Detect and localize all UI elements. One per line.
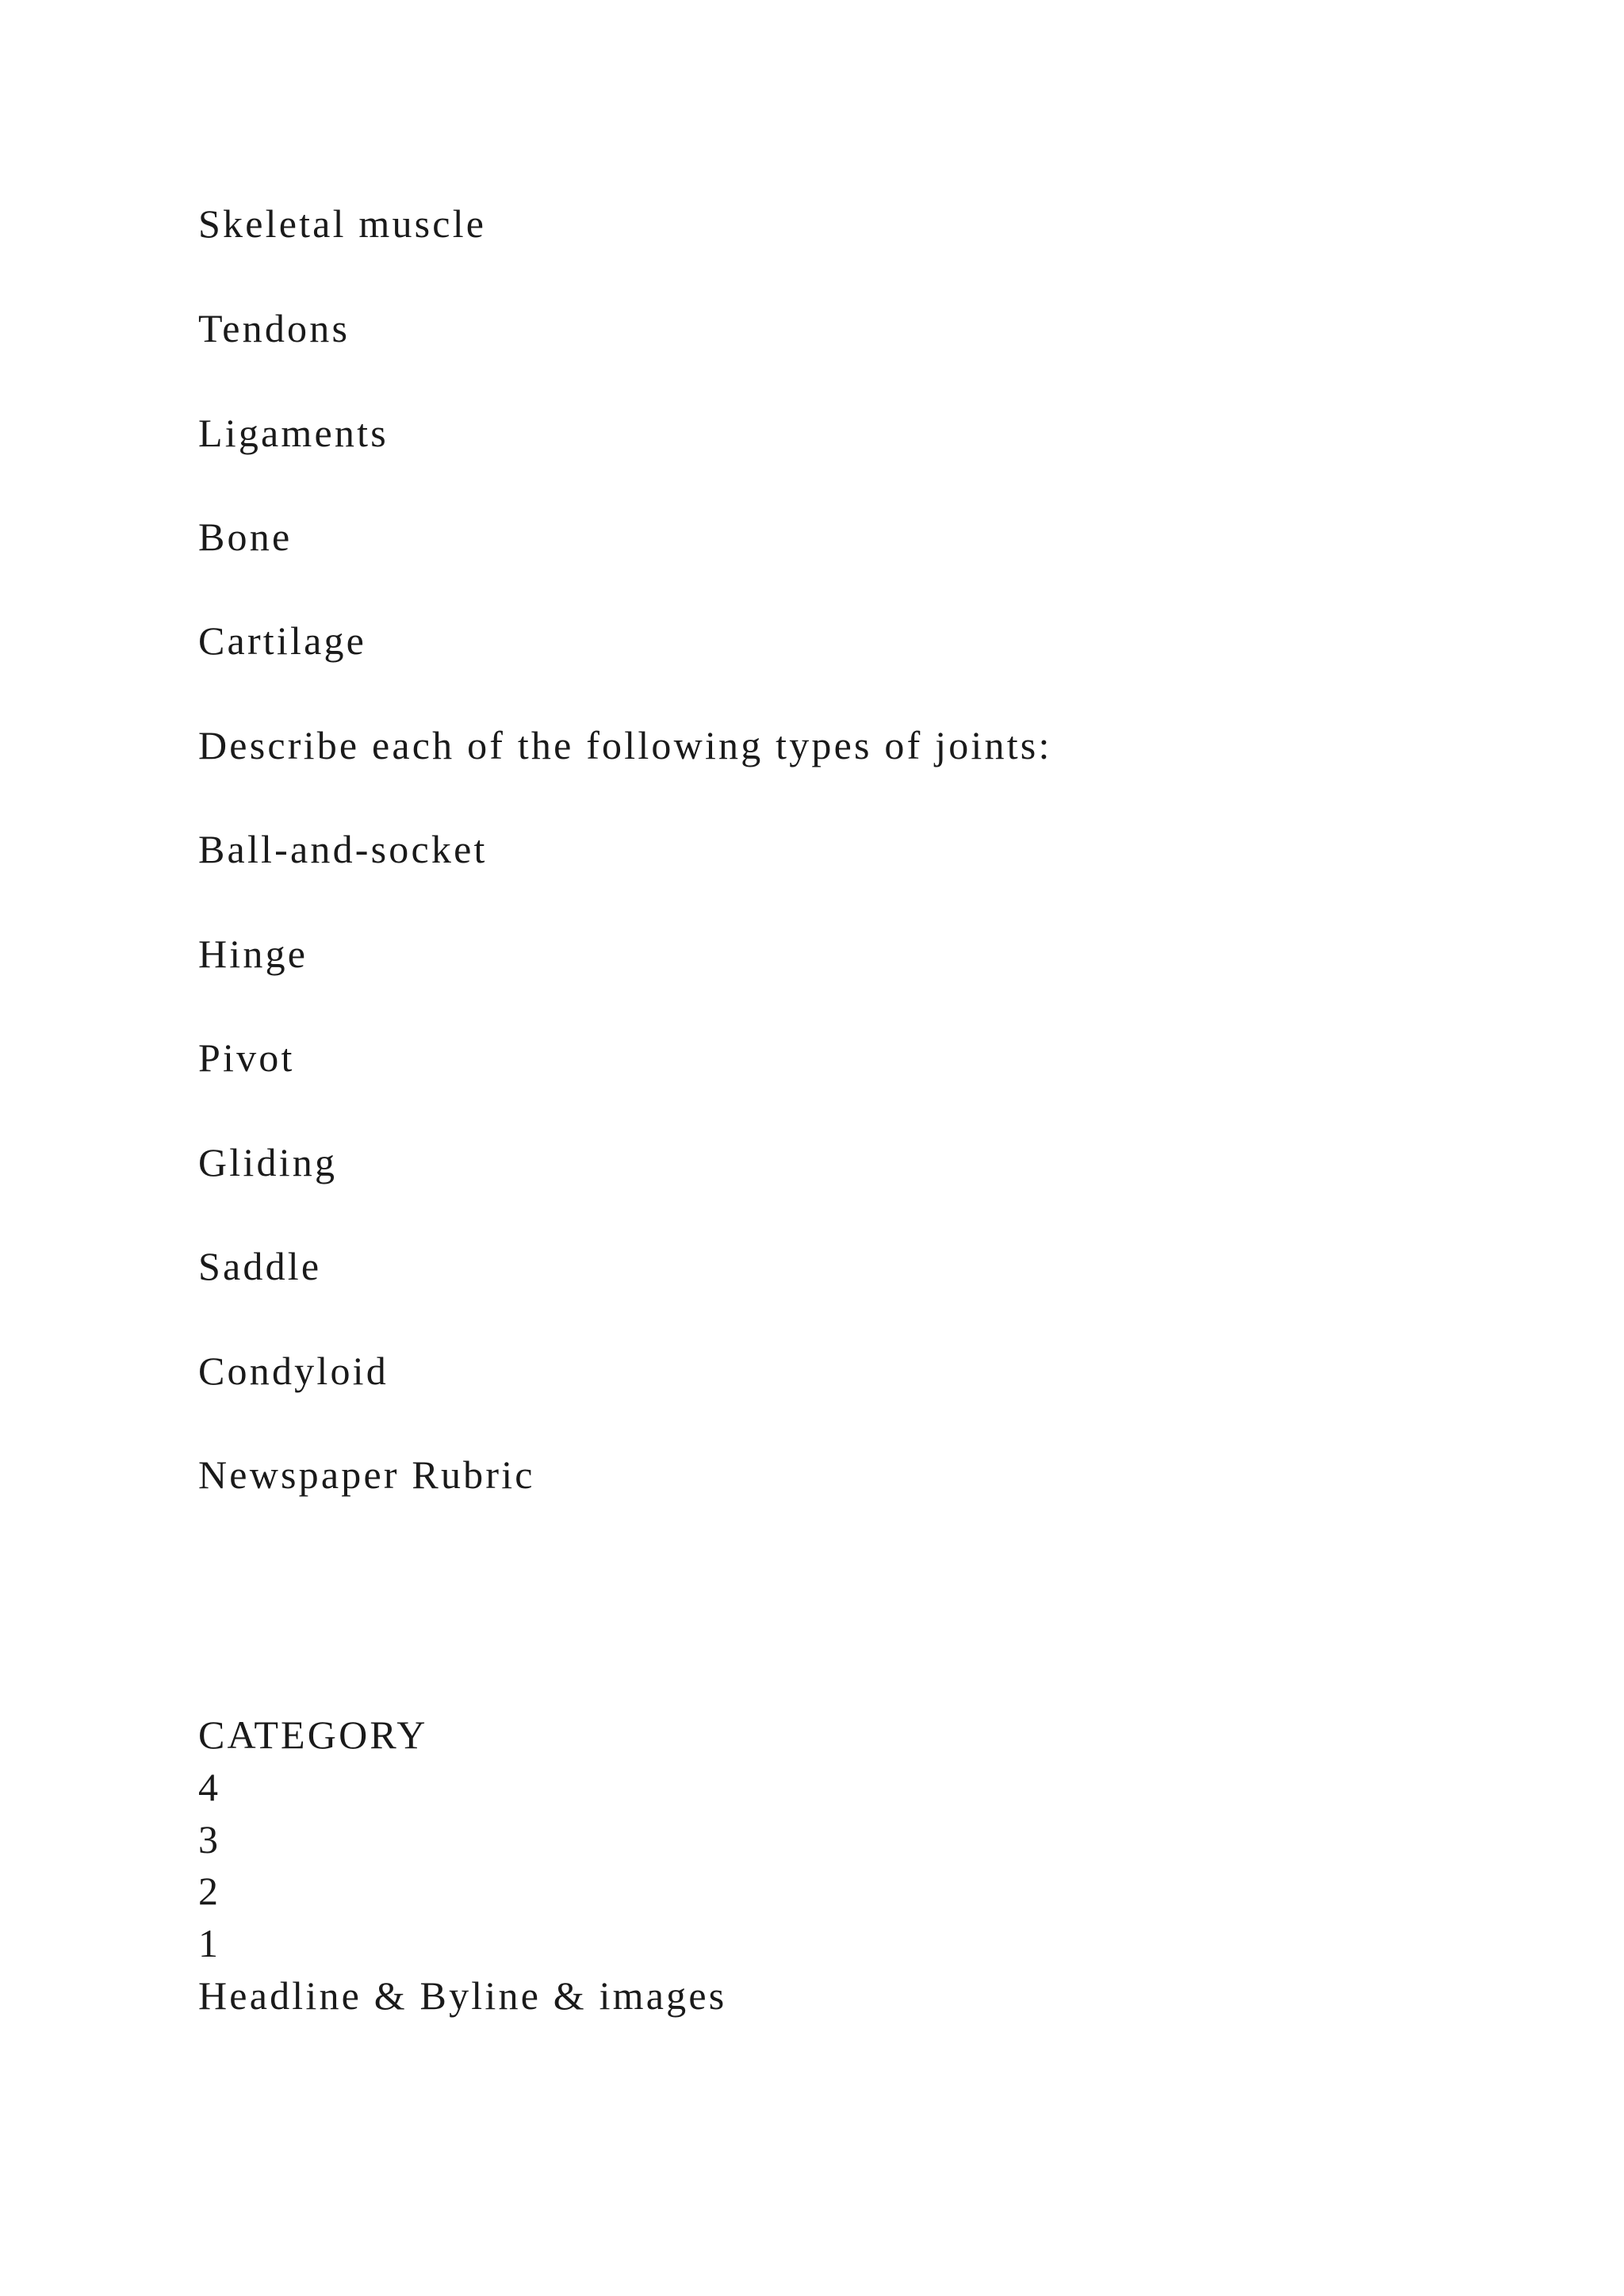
list-item-cartilage: Cartilage <box>198 618 367 663</box>
list-item-skeletal-muscle: Skeletal muscle <box>198 201 487 246</box>
rubric-score-2: 2 <box>198 1869 220 1913</box>
list-item-hinge: Hinge <box>198 932 308 976</box>
section-heading-newspaper-rubric: Newspaper Rubric <box>198 1452 535 1497</box>
list-item-tendons: Tendons <box>198 306 350 350</box>
list-item-ligaments: Ligaments <box>198 411 389 455</box>
rubric-score-4: 4 <box>198 1765 220 1809</box>
joints-prompt: Describe each of the following types of joints: <box>198 723 1052 767</box>
list-item-gliding: Gliding <box>198 1140 338 1184</box>
list-item-bone: Bone <box>198 515 293 559</box>
rubric-score-3: 3 <box>198 1817 220 1862</box>
rubric-row-label-headline: Headline & Byline & images <box>198 1973 727 2018</box>
list-item-saddle: Saddle <box>198 1244 322 1288</box>
list-item-pivot: Pivot <box>198 1035 295 1080</box>
rubric-category-header: CATEGORY <box>198 1712 428 1757</box>
rubric-score-1: 1 <box>198 1921 220 1965</box>
list-item-condyloid: Condyloid <box>198 1349 389 1393</box>
list-item-ball-and-socket: Ball-and-socket <box>198 827 488 871</box>
